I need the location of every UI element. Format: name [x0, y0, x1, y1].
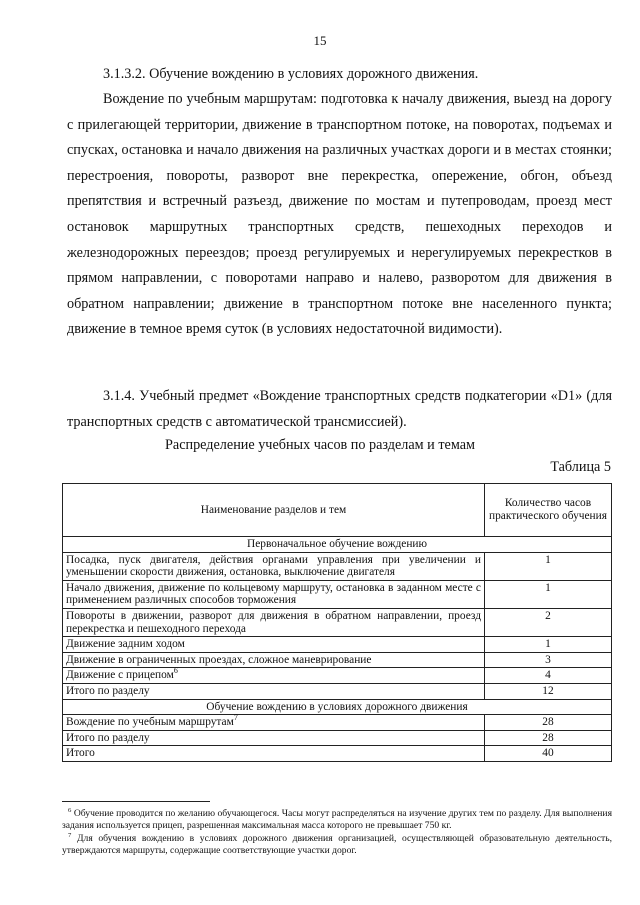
footnote-text: Для обучения вождению в условиях дорожного движения организацией, осуществляющей образовательную деятельность, утверждаются маршруты, содержащие соответствующие участки дорог.: [62, 832, 613, 857]
topic-text: Начало движения, движение по кольцевому маршруту, остановка в заданном месте с применением различных способов торможения: [66, 581, 481, 607]
subject-heading: 3.1.4. Учебный предмет «Вождение транспортных средств подкатегории «D1» (для транспортных средств с автоматической трансмиссией).: [67, 388, 612, 430]
section-row: [63, 699, 612, 715]
topic-cell: [63, 730, 485, 746]
footnote-mark: 7: [68, 831, 72, 839]
section-title-cell: Обучение вождению в условиях дорожного движения: [63, 699, 612, 715]
topic-text: Повороты в движении, разворот для движения в обратном направлении, проезд перекрестка и пешеходного перехода: [66, 609, 481, 635]
table-row: [63, 652, 612, 668]
header-name-cell: Наименование разделов и тем: [63, 484, 485, 537]
hours-cell: 1: [485, 552, 612, 580]
table-label: Таблица 5: [550, 459, 611, 475]
table-row: [63, 637, 612, 653]
topic-text: Движение с прицепом: [66, 669, 174, 682]
header-hours-cell: Количество часов практического обучения: [485, 484, 612, 537]
footnote-divider: [62, 801, 210, 802]
topic-text: Движение задним ходом: [66, 638, 185, 651]
hours-cell: 28: [485, 715, 612, 731]
total-row: [63, 746, 612, 762]
footnote-ref: 7: [233, 713, 238, 723]
table-caption: Распределение учебных часов по разделам и темам: [165, 437, 475, 453]
section-heading: 3.1.3.2. Обучение вождению в условиях дорожного движения.: [103, 66, 479, 82]
table-row: [63, 715, 612, 731]
hours-cell: 12: [485, 683, 612, 699]
topic-cell: [63, 580, 485, 608]
topic-cell: [63, 668, 485, 684]
topic-text: Итого по разделу: [66, 731, 150, 744]
hours-table: [62, 483, 612, 762]
body-paragraph: Вождение по учебным маршрутам: подготовка к началу движения, выезд на дорогу с прилегающей территории, движение в транспортном потоке, на поворотах, подъемах и спусках, остановка и начало движения на различных участках дороги и в местах стоянки; перестроения, повороты, разворот вне перекрестка, опережение, обгон, объезд препятствия и встречный разъезд, движение по мостам и путепроводам, проезд мест остановок маршрутных транспортных средств, пешеходных переходов и железнодорожных переездов; проезд регулируемых и нерегулируемых перекрестков в прямом направлении, с поворотами направо и налево, разворотом для движения в обратном направлении; движение в транспортном потоке вне населенного пункта; движение в темное время суток (в условиях недостаточной видимости).: [67, 91, 612, 338]
section-title-cell: Первоначальное обучение вождению: [63, 537, 612, 553]
footnote-mark: 6: [68, 806, 72, 814]
page-number: 15: [313, 33, 327, 48]
topic-cell: [63, 637, 485, 653]
topic-text: Вождение по учебным маршрутам: [66, 716, 234, 729]
table-body: [63, 537, 612, 762]
topic-cell: [63, 552, 485, 580]
table-row: [63, 608, 612, 636]
total-label-cell: Итого: [63, 746, 485, 762]
table-header-row: [63, 484, 612, 537]
topic-text: Посадка, пуск двигателя, действия органами управления при увеличении и уменьшении скорости движения, остановка, выключение двигателя: [66, 553, 481, 579]
section-row: [63, 537, 612, 553]
total-hours-cell: 40: [485, 746, 612, 762]
topic-cell: [63, 652, 485, 668]
table-row: [63, 580, 612, 608]
footnote: [62, 833, 612, 858]
hours-cell: 2: [485, 608, 612, 636]
subtotal-row: [63, 730, 612, 746]
topic-cell: [63, 715, 485, 731]
footnotes: [62, 808, 612, 858]
topic-text: Движение в ограниченных проездах, сложное маневрирование: [66, 653, 372, 666]
topic-cell: [63, 608, 485, 636]
hours-cell: 3: [485, 652, 612, 668]
table-row: [63, 552, 612, 580]
hours-cell: 1: [485, 637, 612, 653]
footnote-text: Обучение проводится по желанию обучающегося. Часы могут распределяться на изучение других тем по разделу. Для выполнения задания используется прицеп, разрешенная максимальная масса которого не превышает 750 кг.: [62, 808, 612, 832]
table-row: [63, 668, 612, 684]
footnote-ref: 6: [173, 666, 178, 676]
hours-cell: 28: [485, 730, 612, 746]
footnote: [62, 808, 612, 833]
topic-cell: [63, 683, 485, 699]
hours-cell: 1: [485, 580, 612, 608]
hours-cell: 4: [485, 668, 612, 684]
topic-text: Итого по разделу: [66, 684, 150, 697]
subtotal-row: [63, 683, 612, 699]
